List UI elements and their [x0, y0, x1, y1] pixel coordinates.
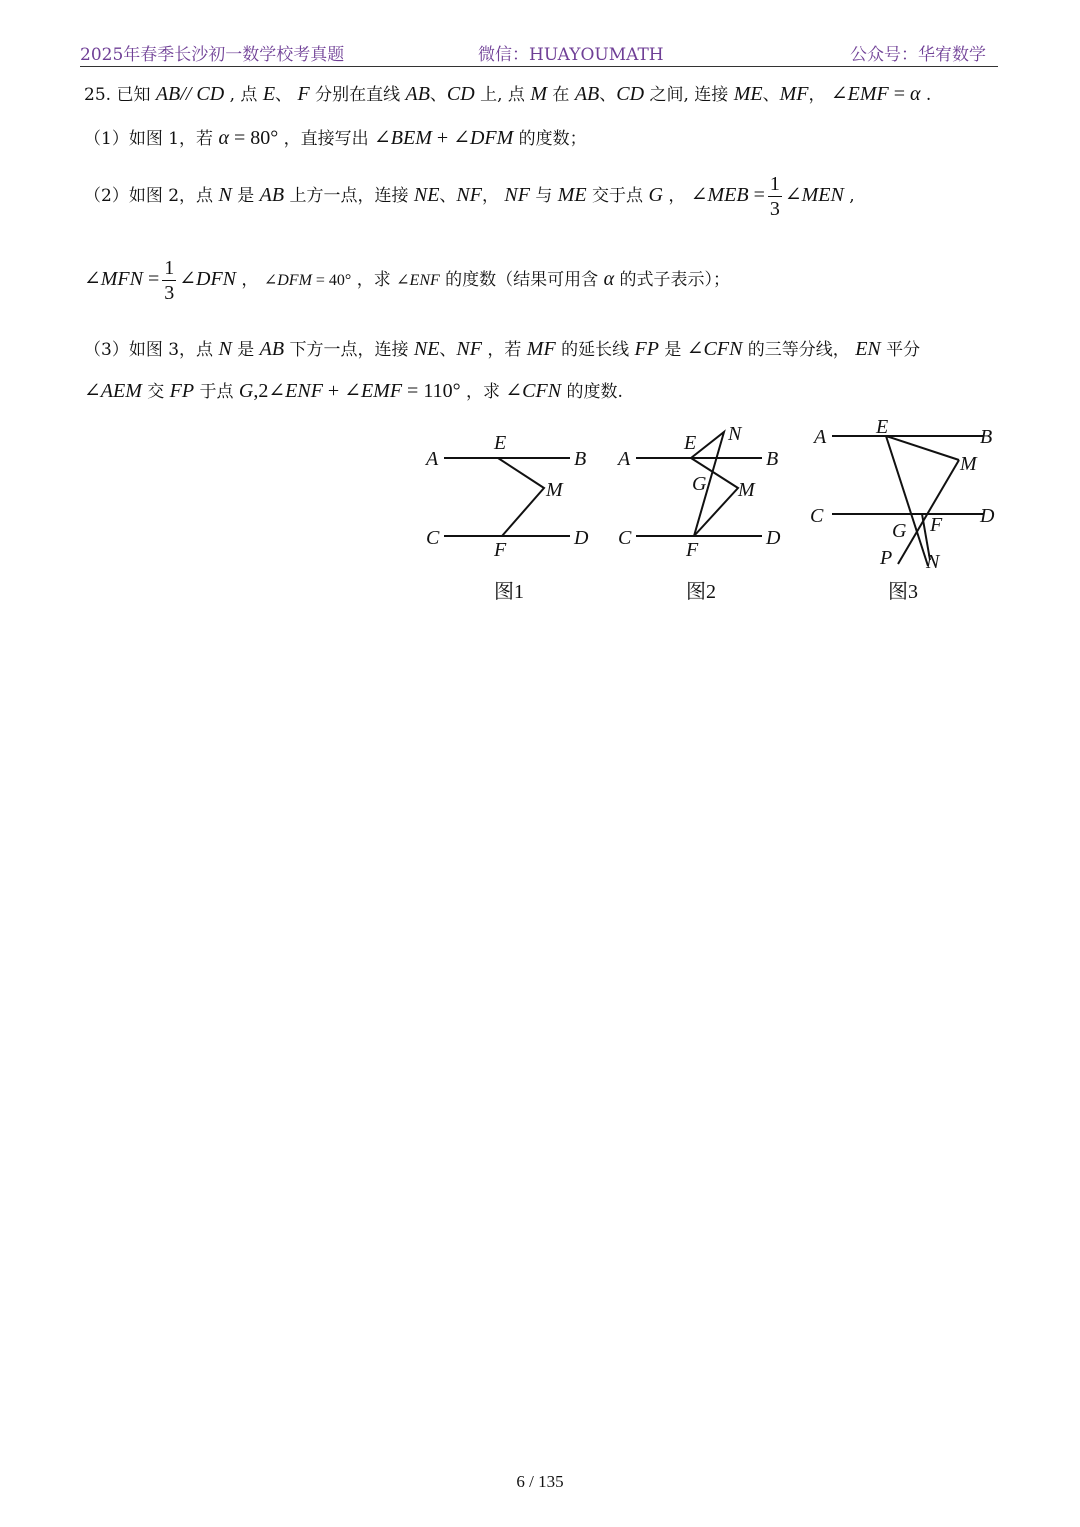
fig1-label-e: E — [494, 432, 507, 454]
fig3-label-f: F — [930, 514, 943, 536]
header-title: 2025年春季长沙初一数学校考真题 — [80, 45, 345, 65]
fig2-label-m: M — [738, 479, 755, 501]
fig3-label-b: B — [980, 426, 993, 448]
page-number: 6 / 135 — [516, 1472, 564, 1491]
fig3-label-a: A — [814, 426, 827, 448]
fig1-label-a: A — [426, 448, 439, 470]
fraction-one-third: $\frac{1}{3}$ — [164, 257, 175, 304]
problem-part-2-cont: ∠MFN = $\frac{1}{3}$ ∠DFN ， ∠DFM = 40° ，求 ∠ENF 的度数（结果可用含 α 的式子表示）； — [84, 257, 730, 304]
problem-part-2: （2）如图 2，点 N 是 AB 上方一点，连接 NE、NF， NF 与 ME 交于点 G ， ∠MEB = $\frac{1}{3}$ ∠MEN , — [84, 173, 855, 220]
fig1-label-f: F — [494, 539, 507, 561]
fig1-label-m: M — [546, 479, 563, 501]
fig2-label-d: D — [766, 527, 781, 549]
fig1-label-c: C — [426, 527, 440, 549]
fig1-label-b: B — [574, 448, 587, 470]
fig2-label-e: E — [684, 432, 697, 454]
fig1-label-d: D — [574, 527, 589, 549]
fig2-caption: 图2 — [686, 581, 716, 603]
fig3-label-g: G — [892, 520, 907, 542]
problem-part-1: （1）如图 1，若 α = 80° ，直接写出 ∠BEM + ∠DFM 的度数； — [84, 127, 587, 149]
fraction-one-third: $\frac{1}{3}$ — [769, 173, 780, 220]
fig3-label-c: C — [810, 505, 824, 527]
figures — [410, 410, 1010, 610]
fig2-label-a: A — [618, 448, 631, 470]
problem-part-3-cont: ∠AEM 交 FP 于点 G,2∠ENF + ∠EMF = 110° ，求 ∠CFN 的度数. — [84, 380, 623, 402]
fig2-label-b: B — [766, 448, 779, 470]
header-wechat: 微信：HUAYOUMATH — [478, 45, 664, 65]
fig2-label-g: G — [692, 473, 707, 495]
fig3-caption: 图3 — [888, 581, 918, 603]
fig2-label-c: C — [618, 527, 632, 549]
fig3-label-d: D — [980, 505, 995, 527]
fig2-label-f: F — [686, 539, 699, 561]
fig3-label-e: E — [876, 416, 889, 438]
problem-intro: 25. 已知 AB// CD , 点 E、 F 分别在直线 AB、CD 上, 点 M 在 AB、CD 之间, 连接 ME、MF， ∠EMF = α . — [84, 83, 932, 105]
fig3-label-m: M — [960, 453, 977, 475]
header-account: 公众号：华宥数学 — [850, 45, 986, 65]
fig1-caption: 图1 — [494, 581, 524, 603]
fig3-label-n: N — [926, 551, 940, 573]
fig2-label-n: N — [728, 423, 742, 445]
geometry-figures — [410, 410, 1010, 610]
fig3-label-p: P — [880, 547, 893, 569]
page-header — [80, 36, 998, 67]
problem-part-3: （3）如图 3，点 N 是 AB 下方一点，连接 NE、NF ，若 MF 的延长线 FP 是 ∠CFN 的三等分线， EN 平分 — [84, 338, 921, 360]
